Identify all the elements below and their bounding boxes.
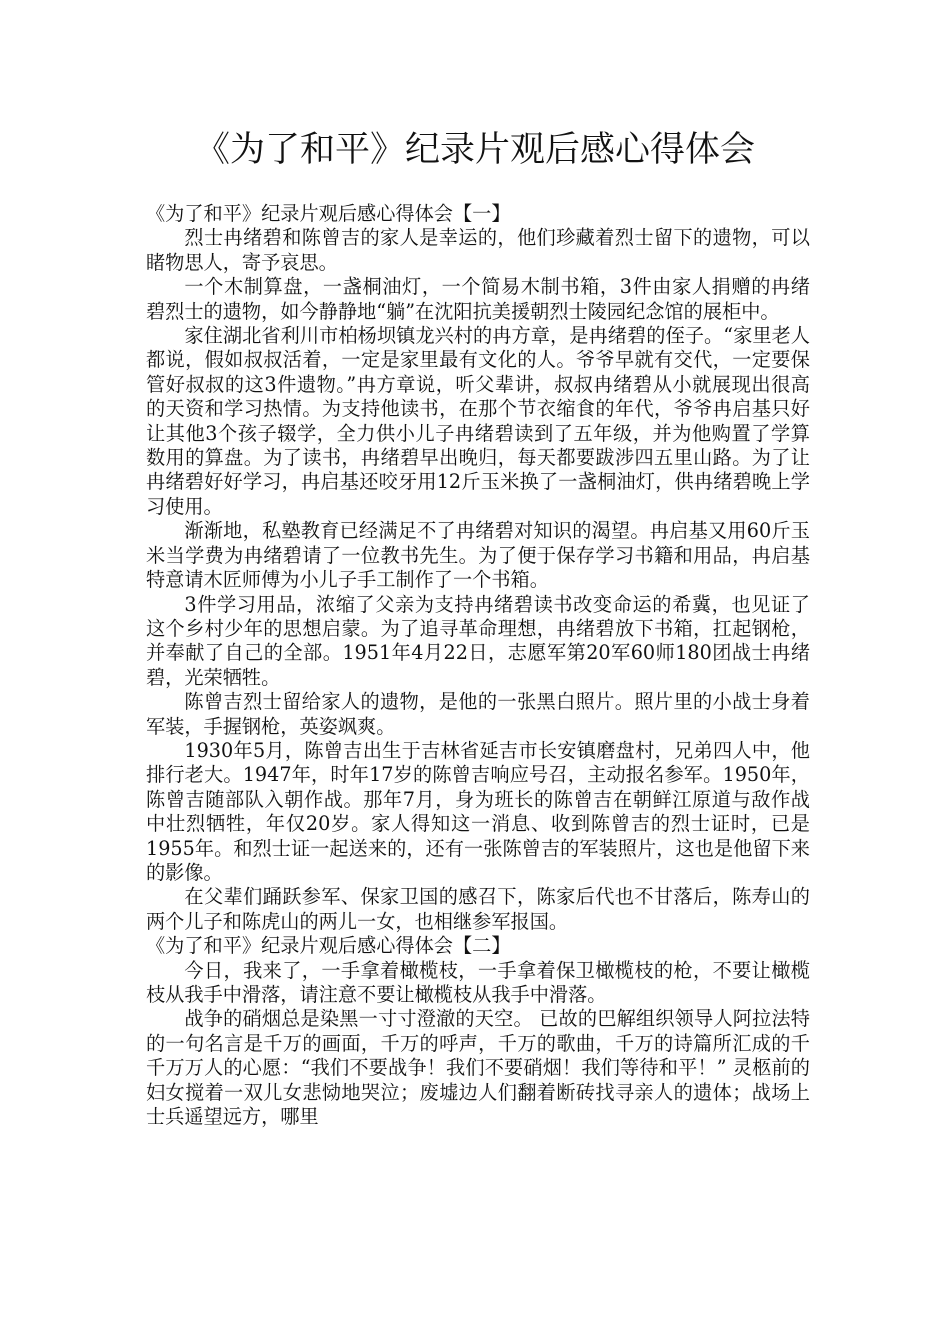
section-heading-2: 《为了和平》纪录片观后感心得体会【二】 (146, 934, 511, 958)
paragraph: 陈曾吉烈士留给家人的遗物，是他的一张黑白照片。照片里的小战士身着军装，手握钢枪，英姿飒爽。 (146, 690, 810, 738)
section-heading-1: 《为了和平》纪录片观后感心得体会【一】 (146, 202, 511, 225)
paragraph: 家住湖北省利川市柏杨坝镇龙兴村的冉方章，是冉绪碧的侄子。“家里老人都说，假如叔叔活着，一定是家里最有文化的人。爷爷早就有交代，一定要保管好叔叔的这3件遗物。”冉方章说，听父辈讲，叔叔冉绪碧从小就展现出很高的天资和学习热情。为支持他读书，在那个节衣缩食的年代，爷爷冉启基只好让其他3个孩子辍学，全力供小儿子冉绪碧读到了五年级，并为他购置了学算数用的算盘。为了读书，冉绪碧早出晚归，每天都要跋涉四五里山路。为了让冉绪碧好好学习，冉启基还咬牙用12斤玉米换了一盏桐油灯，供冉绪碧晚上学习使用。 (146, 324, 810, 518)
paragraph: 3件学习用品，浓缩了父亲为支持冉绪碧读书改变命运的希冀，也见证了这个乡村少年的思想启蒙。为了追寻革命理想，冉绪碧放下书箱，扛起钢枪，并奉献了自己的全部。1951年4月22日，志愿军第20军60师180团战士冉绪碧，光荣牺牲。 (146, 592, 811, 689)
document-title: 《为了和平》纪录片观后感心得体会 (194, 130, 755, 170)
paragraph: 渐渐地，私塾教育已经满足不了冉绪碧对知识的渴望。冉启基又用60斤玉米当学费为冉绪碧请了一位教书先生。为了便于保存学习书籍和用品，冉启基特意请木匠师傅为小儿子手工制作了一个书箱。 (146, 519, 810, 592)
paragraph: 在父辈们踊跃参军、保家卫国的感召下，陈家后代也不甘落后，陈寿山的两个儿子和陈虎山的两儿一女，也相继参军报国。 (146, 885, 810, 933)
document-body (146, 202, 810, 1129)
paragraph: 烈士冉绪碧和陈曾吉的家人是幸运的，他们珍藏着烈士留下的遗物，可以睹物思人，寄予哀思。 (146, 226, 810, 274)
paragraph: 战争的硝烟总是染黑一寸寸澄澈的天空。 已故的巴解组织领导人阿拉法特的一句名言是千万的画面，千万的呼声，千万的歌曲，千万的诗篇所汇成的千千万万人的心愿：“我们不要战争！我们不要硝烟！我们等待和平！” 灵柩前的妇女搅着一双儿女悲恸地哭泣；废墟边人们翻着断砖找寻亲人的遗体；战场上士兵遥望远方，哪里 (146, 1007, 810, 1129)
paragraph: 一个木制算盘，一盏桐油灯，一个简易木制书箱，3件由家人捐赠的冉绪碧烈士的遗物，如今静静地“躺”在沈阳抗美援朝烈士陵园纪念馆的展柜中。 (146, 275, 810, 323)
paragraph: 1930年5月，陈曾吉出生于吉林省延吉市长安镇磨盘村，兄弟四人中，他排行老大。1947年，时年17岁的陈曾吉响应号召，主动报名参军。1950年，陈曾吉随部队入朝作战。那年7月，身为班长的陈曾吉在朝鲜江原道与敌作战中壮烈牺牲，年仅20岁。家人得知这一消息、收到陈曾吉的烈士证时，已是1955年。和烈士证一起送来的，还有一张陈曾吉的军装照片，这也是他留下来的影像。 (146, 738, 810, 884)
paragraph: 今日，我来了，一手拿着橄榄枝，一手拿着保卫橄榄枝的枪，不要让橄榄枝从我手中滑落，请注意不要让橄榄枝从我手中滑落。 (146, 958, 810, 1006)
